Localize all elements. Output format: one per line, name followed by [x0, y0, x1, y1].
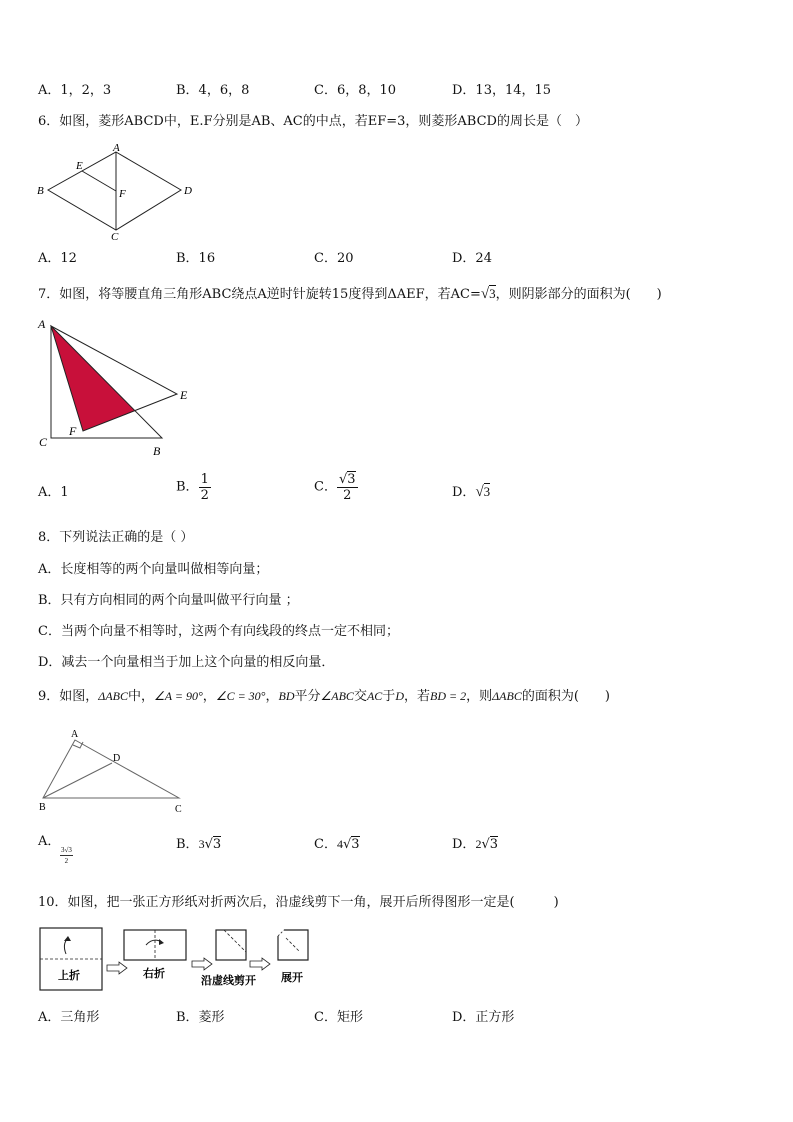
q9-option-d: D．2√3 — [452, 837, 499, 852]
arrow-right-icon — [192, 958, 212, 970]
q7-option-a: A．1 — [38, 485, 69, 500]
label-a: A — [38, 317, 46, 331]
label-cut: 沿虚线剪开 — [201, 975, 256, 987]
label-unfold: 展开 — [281, 972, 303, 984]
q5-option-c: C．6，8，10 — [314, 83, 397, 98]
label-b: B — [39, 802, 46, 813]
label-f: F — [119, 188, 126, 200]
rhombus-abcd — [48, 152, 181, 230]
q9-option-a-fraction: 3√3 2 — [61, 846, 72, 865]
q7-stem-before: 7．如图，将等腰直角三角形ABC绕点A逆时针旋转15度得到ΔAEF，若AC= — [38, 287, 481, 302]
sqrt-symbol: √ — [481, 837, 490, 852]
label-b: B — [153, 444, 161, 458]
label-d: D — [184, 185, 192, 197]
sqrt-symbol: √ — [204, 837, 213, 852]
label-a: A — [113, 142, 120, 154]
label-d: D — [113, 753, 121, 764]
label-f: F — [69, 424, 77, 438]
unfolded-shape — [278, 930, 308, 960]
sqrt-symbol: √ — [338, 472, 348, 487]
q10-option-c: C．矩形 — [314, 1010, 363, 1025]
label-b: B — [37, 185, 44, 197]
arrow-head-icon — [159, 939, 164, 945]
q5-option-b: B．4，6，8 — [176, 83, 250, 98]
triangle-abc — [43, 740, 179, 798]
q10-stem: 10．如图，把一张正方形纸对折两次后，沿虚线剪下一角，展开后所得图形一定是( ) — [38, 895, 559, 910]
q8-option-b: B．只有方向相同的两个向量叫做平行向量 ； — [38, 593, 299, 608]
q8-stem: 8．下列说法正确的是（ ） — [38, 530, 194, 545]
q7-option-b: B． $\frac{1}{2}$ — [176, 472, 209, 503]
q9-option-c: C．4√3 — [314, 837, 360, 852]
q10-option-a: A．三角形 — [38, 1010, 100, 1025]
sqrt-symbol: √ — [475, 484, 484, 500]
folded-square — [216, 930, 246, 960]
q9-option-a: A． — [38, 834, 61, 849]
q6-option-c: C．20 — [314, 251, 354, 266]
q6-rhombus-figure — [34, 142, 204, 242]
q7-option-c: C． $\frac{√3}{2}$ — [314, 472, 356, 503]
q10-folding-figure — [36, 924, 326, 996]
cut-line-dashed — [286, 938, 300, 952]
fraction-sqrt3-over-2: $\frac{√3}{2}$ — [338, 472, 356, 503]
q7-stem-sqrt: 3 — [489, 286, 496, 301]
q9-option-b: B．3√3 — [176, 837, 222, 852]
q9-triangle-figure — [34, 726, 194, 818]
q6-stem: 6．如图，菱形ABCD中，E.F分别是AB、AC的中点，若EF=3，则菱形ABCD的周长是（ ） — [38, 114, 588, 129]
right-angle-mark — [73, 742, 83, 748]
arrow-right-icon — [250, 958, 270, 970]
q7-triangle-figure — [34, 314, 204, 460]
segment-bd — [43, 763, 112, 798]
label-fold-up: 上折 — [58, 970, 80, 982]
q9-stem: 9．如图，ΔABC中，∠A = 90°，∠C = 30°，BD平分∠ABC交AC于D，若BD = 2，则ΔABC的面积为( ) — [38, 689, 610, 704]
q5-option-d: D．13，14，15 — [452, 83, 552, 98]
q6-option-a: A．12 — [38, 251, 77, 266]
q7-stem — [38, 286, 662, 303]
cut-line-dashed — [224, 930, 246, 952]
q6-option-b: B．16 — [176, 251, 216, 266]
q8-option-d: D．减去一个向量相当于加上这个向量的相反向量． — [38, 655, 335, 670]
label-c: C — [111, 231, 119, 242]
q10-option-d: D．正方形 — [452, 1010, 515, 1025]
sqrt-symbol: √ — [480, 286, 490, 302]
label-a: A — [71, 729, 79, 740]
q8-option-c: C．当两个向量不相等时，这两个有向线段的终点一定不相同； — [38, 624, 399, 639]
label-fold-right: 右折 — [143, 968, 165, 980]
sqrt-symbol: √ — [342, 837, 352, 852]
q8-option-a: A．长度相等的两个向量叫做相等向量； — [38, 562, 269, 577]
arrow-right-icon — [107, 962, 127, 974]
q7-option-d: D．√3 — [452, 484, 491, 500]
arrow-head-icon — [64, 936, 71, 941]
segment-ef — [82, 171, 116, 191]
label-e: E — [76, 160, 83, 172]
q5-option-a: A．1，2，3 — [38, 83, 112, 98]
fraction-one-half: $\frac{1}{2}$ — [200, 472, 209, 503]
cut-edge-dashed — [278, 930, 284, 936]
q6-option-d: D．24 — [452, 251, 492, 266]
q10-option-b: B．菱形 — [176, 1010, 225, 1025]
q7-stem-after: ，则阴影部分的面积为( ) — [495, 287, 662, 302]
label-e: E — [180, 388, 188, 402]
label-c: C — [39, 435, 48, 449]
label-c: C — [175, 804, 182, 815]
